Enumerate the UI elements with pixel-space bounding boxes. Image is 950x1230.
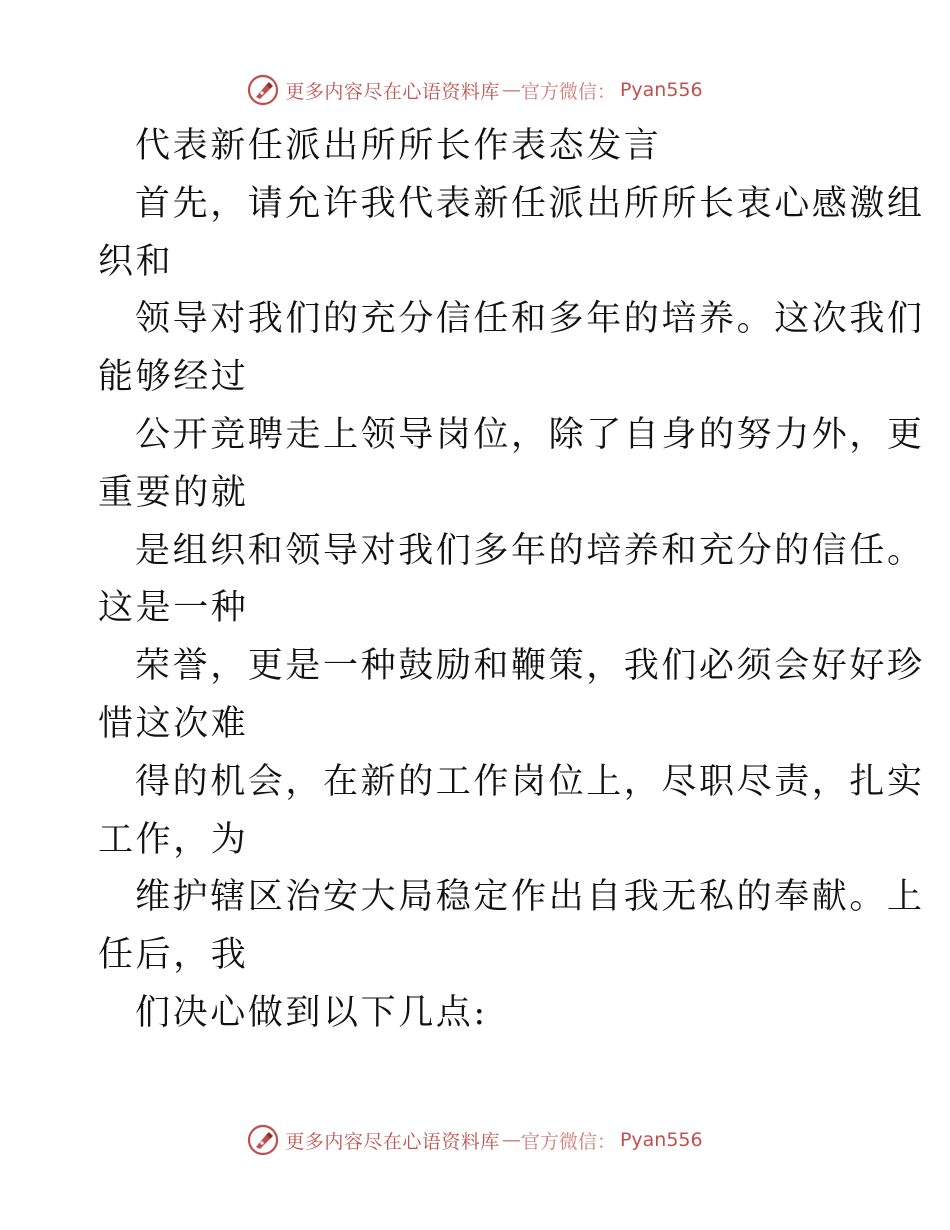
watermark-wechat-id: Pyan556: [619, 1129, 703, 1151]
text-line: 公开竞聘走上领导岗位，除了自身的努力外，更: [135, 414, 925, 455]
text-line: 工作，为: [98, 819, 249, 860]
text-line: 能够经过: [98, 357, 249, 398]
watermark-wechat-id: Pyan556: [619, 79, 703, 101]
document-body: [98, 118, 925, 1043]
pen-nib-icon: [247, 74, 279, 106]
text-line: 荣誉，更是一种鼓励和鞭策，我们必须会好好珍: [135, 646, 925, 687]
watermark-wechat-label: 官方微信：: [520, 1130, 616, 1153]
text-line: 这是一种: [98, 588, 249, 629]
pen-nib-icon: [247, 1124, 279, 1156]
text-line: 织和: [98, 241, 174, 282]
watermark-separator: —: [501, 79, 521, 101]
text-line: 维护辖区治安大局稳定作出自我无私的奉献。上: [135, 877, 925, 918]
text-line: 代表新任派出所所长作表态发言: [135, 126, 662, 166]
text-line: 首先，请允许我代表新任派出所所长衷心感激组: [135, 183, 925, 224]
watermark-text: 更多内容尽在心语资料库: [285, 80, 500, 103]
text-line: 领导对我们的充分信任和多年的培养。这次我们: [135, 299, 925, 340]
text-line: 们决心做到以下几点:: [135, 992, 488, 1033]
watermark-separator: —: [501, 1129, 521, 1151]
text-line: 任后，我: [98, 935, 249, 976]
text-line: 重要的就: [98, 472, 249, 513]
text-line: 是组织和领导对我们多年的培养和充分的信任。: [135, 530, 925, 571]
watermark-wechat-label: 官方微信：: [520, 80, 616, 103]
text-line: 得的机会，在新的工作岗位上，尽职尽责，扎实: [135, 761, 925, 802]
text-line: 惜这次难: [98, 703, 249, 744]
header-watermark: [0, 70, 950, 110]
watermark-text: 更多内容尽在心语资料库: [285, 1130, 500, 1153]
footer-watermark: [0, 1120, 950, 1160]
